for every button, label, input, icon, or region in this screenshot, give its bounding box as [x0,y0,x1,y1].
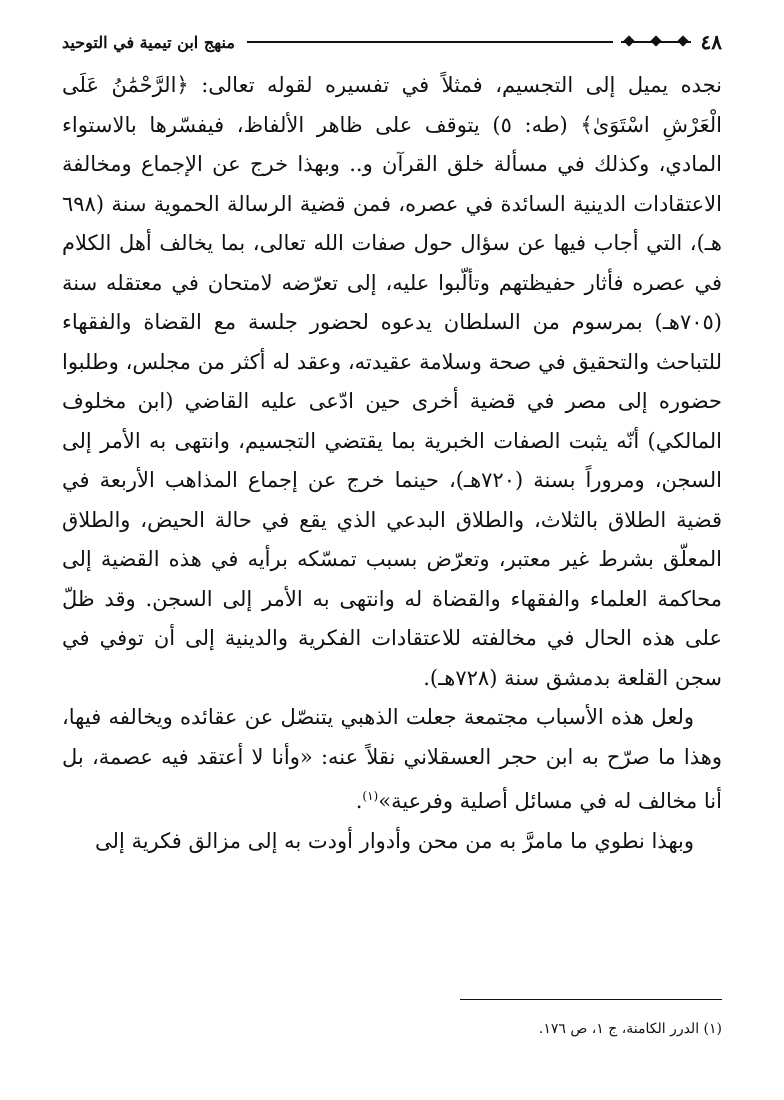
footnote-separator [460,999,722,1000]
footnote-marker: (١) [362,789,379,803]
paragraph-2-text: ولعل هذه الأسباب مجتمعة جعلت الذهبي يتنصّل عن عقائده ويخالفه فيها، وهذا ما صرّح به ابن حجر العسقلاني نقلاً عنه: «وأنا لا أعتقد فيه عصمة، بل أنا مخالف له في مسائل أصلية وفرعية» [62,705,722,813]
paragraph-1: نجده يميل إلى التجسيم، فمثلاً في تفسيره لقوله تعالى: ﴿الرَّحْمَٰنُ عَلَى الْعَرْشِ اسْتَوَىٰ﴾ (طه: ٥) يتوقف على ظاهر الألفاظ، فيفسّرها بالاستواء المادي، وكذلك في مسألة خلق القرآن و.. وبهذا خرج عن الإجماع ومخالفة الاعتقادات الدينية السائدة في عصره، فمن قضية الرسالة الحموية سنة (٦٩٨ هـ)، التي أجاب فيها عن سؤال حول صفات الله تعالى، بما يخالف أهل الكلام في عصره فأثار حفيظتهم وتألّبوا عليه، إلى تعرّضه لامتحان في معتقله سنة (٧٠٥هـ) بمرسوم من السلطان يدعوه لحضور جلسة مع القضاة والفقهاء للتباحث والتحقيق في صحة وسلامة عقيدته، وعقد له أكثر من مجلس، وطلبوا حضوره إلى مصر في قضية أخرى حين ادّعى عليه القاضي (ابن مخلوف المالكي) أنّه يثبت الصفات الخبرية بما يقتضي التجسيم، وانتهى به الأمر إلى السجن، ومروراً بسنة (٧٢٠هـ)، حينما خرج عن إجماع المذاهب الأربعة في قضية الطلاق بالثلاث، والطلاق البدعي الذي يقع في حالة الحيض، والطلاق المعلّق بشرط غير معتبر، وتعرّض بسبب تمسّكه برأيه في هذه القضية إلى محاكمة العلماء والفقهاء والقضاة له وانتهى به الأمر إلى السجن. وقد ظلّ على هذه الحال في مخالفته للاعتقادات الفكرية والدينية إلى أن توفي في سجن القلعة بدمشق سنة (٧٢٨هـ). [62,73,722,690]
paragraph-2 [62,698,722,822]
running-title: منهج ابن تيمية في التوحيد [62,32,235,52]
main-text [62,66,722,861]
paragraph-2-end: . [355,789,363,813]
header-rule [247,41,613,43]
footnote: (١) الدرر الكامنة، ج ١، ص ١٧٦. [538,1021,722,1037]
header-ornament [621,35,691,49]
page-number: ٤٨ [700,30,722,54]
page-header [62,24,722,60]
paragraph-3: وبهذا نطوي ما مامرَّ به من محن وأدوار أودت به إلى مزالق فكرية إلى [95,828,694,853]
